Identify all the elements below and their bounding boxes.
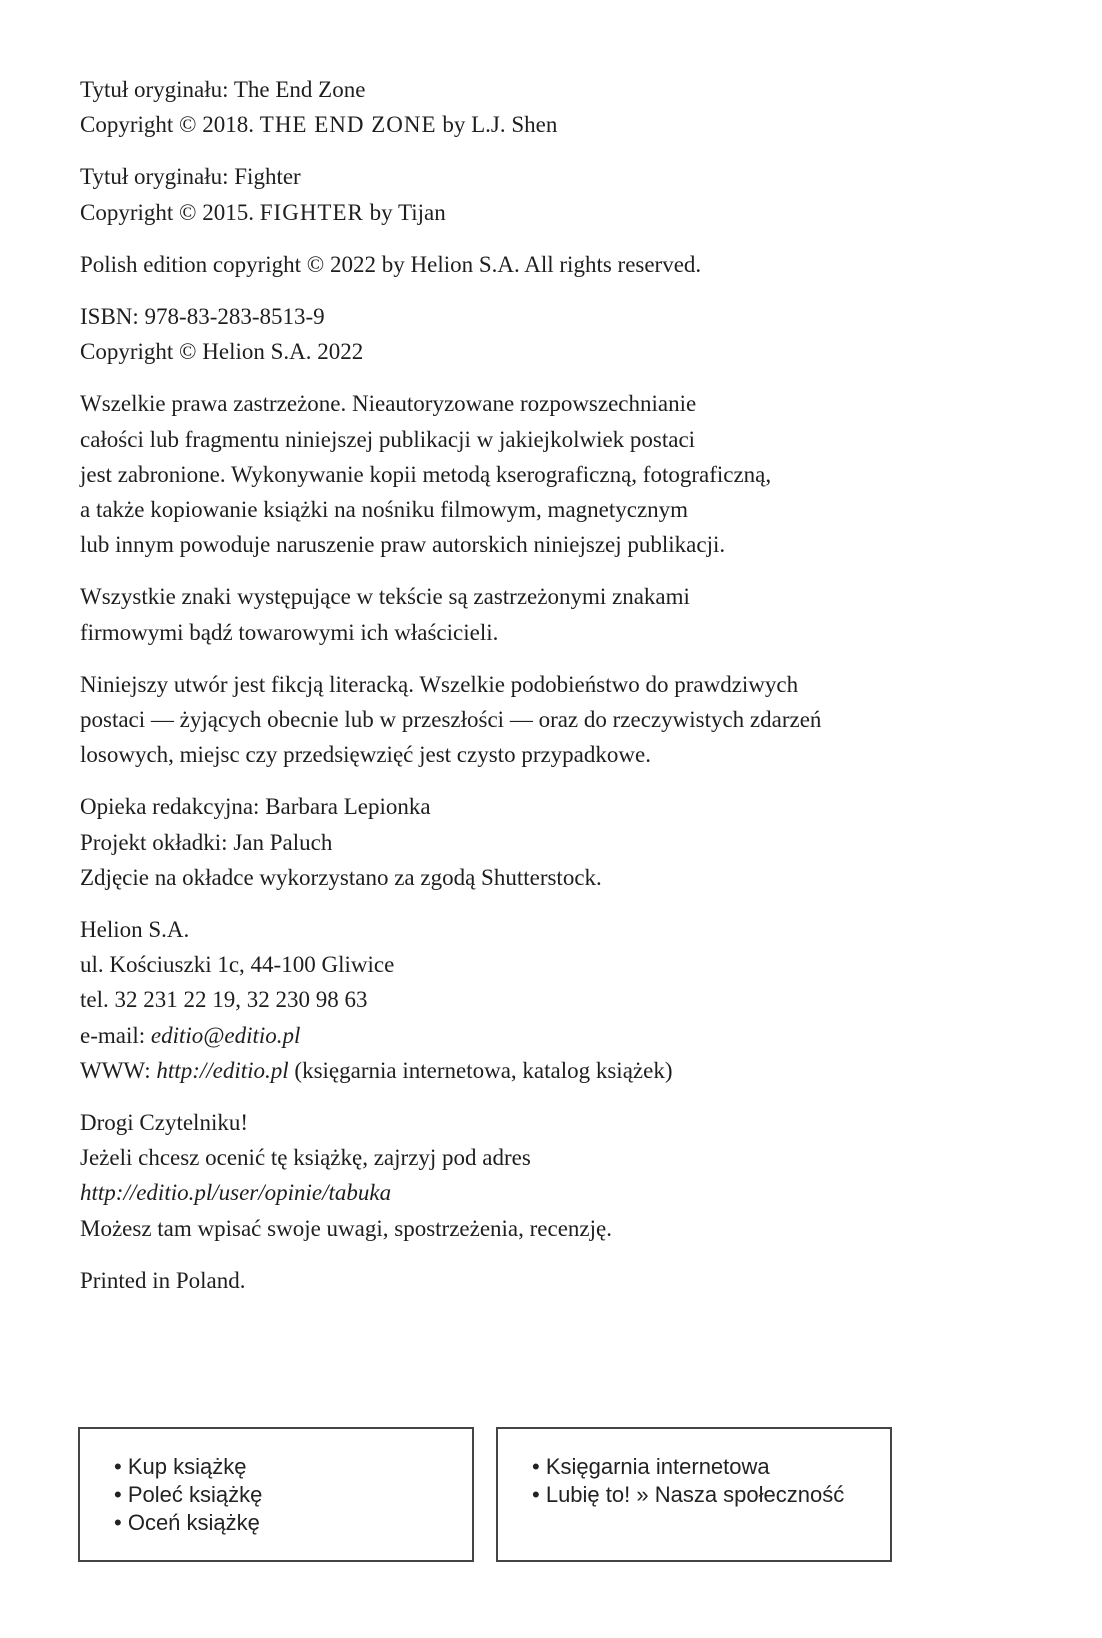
email-link[interactable]: editio@editio.pl	[150, 1022, 301, 1048]
www-note: (księgarnia internetowa, katalog książek)	[288, 1057, 673, 1083]
www-link[interactable]: http://editio.pl	[156, 1057, 289, 1083]
fiction-line: losowych, miejsc czy przedsięwzięć jest czysto przypadkowe.	[80, 742, 651, 768]
reader-note-line: Jeżeli chcesz ocenić tę książkę, zajrzyj pod adres	[80, 1145, 531, 1171]
rights-line: jest zabronione. Wykonywanie kopii metodą kserograficzną, fotograficzną,	[80, 461, 772, 487]
printed-block	[80, 1263, 1020, 1298]
reader-note	[80, 1105, 1020, 1246]
book-title-caps: THE END ZONE	[259, 112, 437, 138]
trademarks-line: firmowymi bądź towarowymi ich właścicieli.	[80, 619, 499, 645]
original-title-block-2	[80, 159, 1020, 229]
copyright-prefix: Copyright © 2015.	[80, 199, 260, 225]
community-links-box	[496, 1427, 892, 1562]
publisher-name: Helion S.A.	[80, 917, 190, 943]
reader-greeting: Drogi Czytelniku!	[80, 1110, 248, 1136]
online-bookstore-link[interactable]: • Księgarnia internetowa	[532, 1453, 890, 1481]
copyright-prefix: Copyright © 2018.	[80, 112, 260, 138]
cover-design-credit: Projekt okładki: Jan Paluch	[80, 829, 333, 855]
reader-note-line: Możesz tam wpisać swoje uwagi, spostrzeżenia, recenzję.	[80, 1215, 612, 1241]
original-title-block-1	[80, 72, 1020, 142]
printed-in-poland: Printed in Poland.	[80, 1267, 246, 1293]
rights-line: lub innym powoduje naruszenie praw autorskich niniejszej publikacji.	[80, 532, 726, 558]
credits-block	[80, 789, 1020, 895]
editor-credit: Opieka redakcyjna: Barbara Lepionka	[80, 794, 431, 820]
cover-photo-credit: Zdjęcie na okładce wykorzystano za zgodą Shutterstock.	[80, 864, 602, 890]
copyright-line	[80, 107, 1020, 142]
publisher-email-line	[80, 1018, 1020, 1053]
fiction-line: Niniejszy utwór jest fikcją literacką. Wszelkie podobieństwo do prawdziwych	[80, 671, 799, 697]
trademarks-notice	[80, 579, 1020, 649]
email-label: e-mail:	[80, 1022, 151, 1048]
community-link[interactable]: • Lubię to! » Nasza społeczność	[532, 1481, 890, 1509]
copyright-author: by L.J. Shen	[436, 112, 558, 138]
rights-line: a także kopiowanie książki na nośniku filmowym, magnetycznym	[80, 497, 689, 523]
copyright-helion: Copyright © Helion S.A. 2022	[80, 339, 364, 365]
copyright-line	[80, 195, 1020, 230]
fiction-notice	[80, 667, 1020, 773]
original-title-line: Tytuł oryginału: The End Zone	[80, 77, 366, 102]
isbn-block	[80, 299, 1020, 369]
book-title-caps: FIGHTER	[259, 199, 364, 225]
rights-line: całości lub fragmentu niniejszej publikacji w jakiejkolwiek postaci	[80, 426, 696, 452]
publisher-www-line	[80, 1053, 1020, 1088]
book-actions-box	[78, 1427, 474, 1562]
trademarks-line: Wszystkie znaki występujące w tekście są zastrzeżonymi znakami	[80, 584, 690, 610]
publisher-phone: tel. 32 231 22 19, 32 230 98 63	[80, 987, 368, 1013]
opinion-url-line	[80, 1175, 1020, 1210]
polish-edition-line: Polish edition copyright © 2022 by Helion S.A. All rights reserved.	[80, 251, 702, 277]
publisher-address: ul. Kościuszki 1c, 44-100 Gliwice	[80, 952, 395, 978]
buy-book-link[interactable]: • Kup książkę	[114, 1453, 472, 1481]
polish-edition-block	[80, 247, 1020, 282]
publisher-block	[80, 912, 1020, 1088]
opinion-url-link[interactable]: http://editio.pl/user/opinie/tabuka	[80, 1180, 392, 1206]
rights-line: Wszelkie prawa zastrzeżone. Nieautoryzowane rozpowszechnianie	[80, 391, 697, 417]
copyright-page	[80, 72, 1020, 1315]
rights-notice	[80, 386, 1020, 562]
recommend-book-link[interactable]: • Poleć książkę	[114, 1481, 472, 1509]
www-label: WWW:	[80, 1057, 157, 1083]
rate-book-link[interactable]: • Oceń książkę	[114, 1509, 472, 1537]
copyright-author: by Tijan	[363, 199, 446, 225]
isbn: ISBN: 978-83-283-8513-9	[80, 304, 325, 330]
fiction-line: postaci — żyjących obecnie lub w przeszłości — oraz do rzeczywistych zdarzeń	[80, 707, 822, 733]
original-title-line: Tytuł oryginału: Fighter	[80, 164, 301, 190]
